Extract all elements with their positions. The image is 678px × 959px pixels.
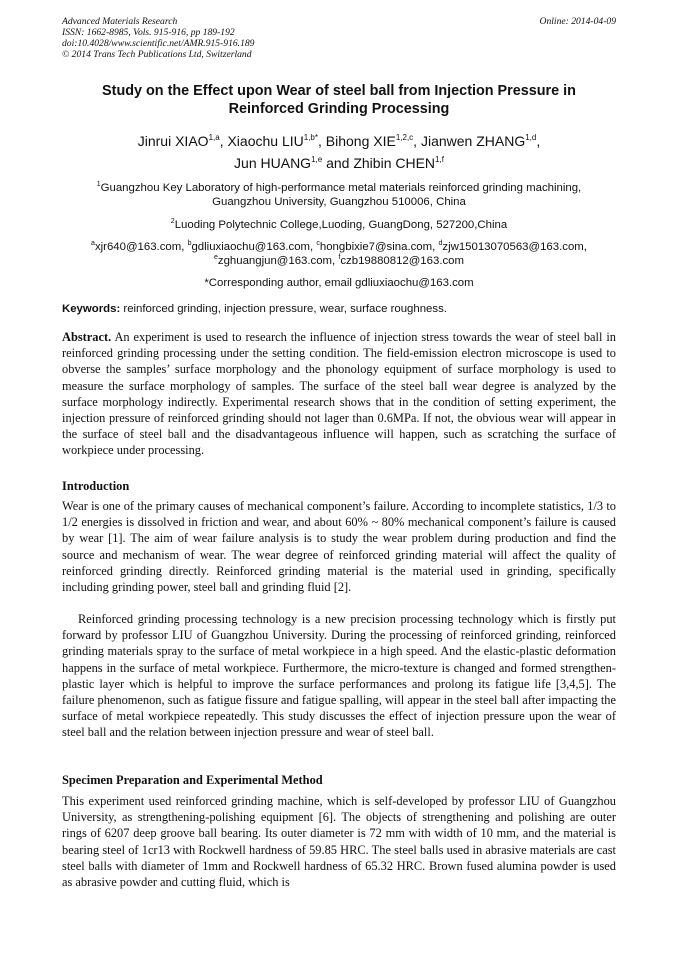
- issn-line: ISSN: 1662-8985, Vols. 915-916, pp 189-192: [62, 27, 235, 38]
- email-sup: c: [316, 240, 320, 247]
- author-sep: ,: [413, 133, 421, 149]
- email: czb19880812@163.com: [340, 255, 464, 267]
- author-name: Jun HUANG: [234, 155, 312, 171]
- introduction-paragraph-2-text: Reinforced grinding processing technology is a new precision processing technology which is firstly put forward by professor LIU of Guangzhou University. During the processing of reinforced grinding, reinforced grinding materials spray to the surface of metal workpiece in a high speed. And the elastic-plastic deformation happens in the surface of metal workpiece. Furthermore, the micro-texture is changed and formed strengthen-plastic layer which is helpful to improve the surface performances and prolong its fatigue life [3,4,5]. The failure phenomenon, such as fatigue fissure and fatigue spalling, will appear in the steel ball after impacting the surface of metal workpiece repeatedly. This study discusses the effect of injection pressure upon the wear of steel ball and the relation between injection pressure and wear of steel ball.: [62, 612, 616, 740]
- author-name: Zhibin CHEN: [353, 155, 436, 171]
- email: xjr640@163.com,: [94, 241, 188, 253]
- affiliation-sup: 1: [96, 181, 101, 188]
- author-name: Jinrui XIAO: [137, 133, 209, 149]
- doi-line: doi:10.4028/www.scientific.net/AMR.915-916.189: [62, 38, 255, 49]
- email-sup: e: [213, 254, 218, 261]
- author-line-1: [62, 130, 616, 152]
- author-sup: 1,a: [208, 133, 220, 142]
- copyright-line: © 2014 Trans Tech Publications Ltd, Switzerland: [62, 49, 252, 60]
- section-heading-introduction: Introduction: [62, 479, 130, 493]
- author-sep: ,: [219, 133, 228, 149]
- online-date: Online: 2014-04-09: [539, 16, 616, 27]
- author-line-2: [62, 152, 616, 174]
- email-line-2: [62, 254, 616, 268]
- affiliation-text: Luoding Polytechnic College,Luoding, GuangDong, 527200,China: [174, 219, 508, 231]
- email: gdliuxiaochu@163.com,: [191, 241, 317, 253]
- corresponding-author: *Corresponding author, email gdliuxiaochu@163.com: [204, 277, 474, 289]
- specimen-paragraph-1: This experiment used reinforced grinding machine, which is self-developed by professor LIU of Guangzhou University, as strengthening-polishing equipment [6]. The objects of strengthening and polishing are outer rings of 6207 deep groove ball bearing. Its outer diameter is 72 mm with width of 10 mm, and the material is bearing steel of 1cr13 with Rockwell hardness of 59.85 HRC. The steel balls used in abrasive materials are cast steel balls with diameter of 1mm and Rockwell hardness of 65.32 HRC. Brown fused alumina powder is used as abrasive powder and cutting fluid, which is: [62, 794, 616, 890]
- author-name: Xiaochu LIU: [227, 133, 304, 149]
- email-sup: a: [91, 240, 95, 247]
- abstract-label: Abstract.: [62, 330, 112, 344]
- author-sep: ,: [317, 133, 326, 149]
- introduction-paragraph-2: [62, 611, 616, 741]
- paper-title: [62, 82, 616, 118]
- author-sep: ,: [536, 133, 541, 149]
- email-block: [62, 240, 616, 268]
- email: zjw15013070563@163.com,: [442, 241, 587, 253]
- affiliation-text: Guangzhou Key Laboratory of high-performance metal materials reinforced grinding machining,: [100, 182, 582, 194]
- section-heading-specimen: Specimen Preparation and Experimental Method: [62, 773, 323, 787]
- journal-header: [62, 16, 616, 60]
- email: zghuangjun@163.com,: [217, 255, 339, 267]
- affiliation-2: [62, 218, 616, 232]
- affiliation-1: [62, 181, 616, 209]
- email-sup: f: [338, 254, 341, 261]
- author-list: [62, 130, 616, 174]
- keywords-text: reinforced grinding, injection pressure, wear, surface roughness.: [120, 303, 447, 315]
- keywords-label: Keywords:: [62, 303, 121, 315]
- email-sup: d: [438, 240, 443, 247]
- author-sup: 1,2,c: [395, 133, 414, 142]
- keywords: [62, 302, 616, 316]
- author-sup: 1,e: [311, 155, 323, 164]
- email-line-1: [62, 240, 616, 254]
- author-sup: 1,b*: [303, 133, 318, 142]
- abstract: [62, 329, 616, 459]
- author-name: Bihong XIE: [325, 133, 396, 149]
- email: hongbixie7@sina.com,: [319, 241, 439, 253]
- author-sep: and: [322, 155, 354, 171]
- introduction-paragraph-1: Wear is one of the primary causes of mechanical component’s failure. According to incomplete statistics, 1/3 to 1/2 energies is dissolved in friction and wear, and about 60% ~ 80% mechanical component’s failure is caused by wear [1]. The aim of wear failure analysis is to study the wear problem during production and find the source and mechanism of wear. The wear degree of reinforced grinding material will affect the quality of reinforced grinding directly. Reinforced grinding material is the material used in grinding, specifically including grinding power, steel ball and grinding fluid [2].: [62, 499, 616, 595]
- author-sup: 1,f: [435, 155, 444, 164]
- journal-name: Advanced Materials Research: [62, 16, 178, 27]
- title-line-2: Reinforced Grinding Processing: [228, 101, 450, 117]
- affiliation-1-line-1: [62, 181, 616, 195]
- email-sup: b: [187, 240, 192, 247]
- affiliation-1-line-2: Guangzhou University, Guangzhou 510006, China: [212, 196, 466, 208]
- author-name: Jianwen ZHANG: [420, 133, 526, 149]
- affiliation-sup: 2: [170, 218, 175, 225]
- abstract-text: An experiment is used to research the influence of injection stress towards the wear of steel ball in reinforced grinding processing under the setting condition. The field-emission electron microscope is used to obverse the samples’ surface morphology and the phonology equipment of surface morphology is used to measure the surface morphology of samples. The surface of the steel ball wear degree is analyzed by the surface morphology indirectly. Experimental research shows that in the condition of setting experiment, the injection pressure of reinforced grinding should not lager than 0.6MPa. If not, the obvious wear will appear in the surface of steel ball and the disadvantageous influence will happen, such as scratching the surface of workpiece under processing.: [62, 330, 616, 458]
- title-line-1: Study on the Effect upon Wear of steel ball from Injection Pressure in: [102, 83, 576, 99]
- author-sup: 1,d: [525, 133, 537, 142]
